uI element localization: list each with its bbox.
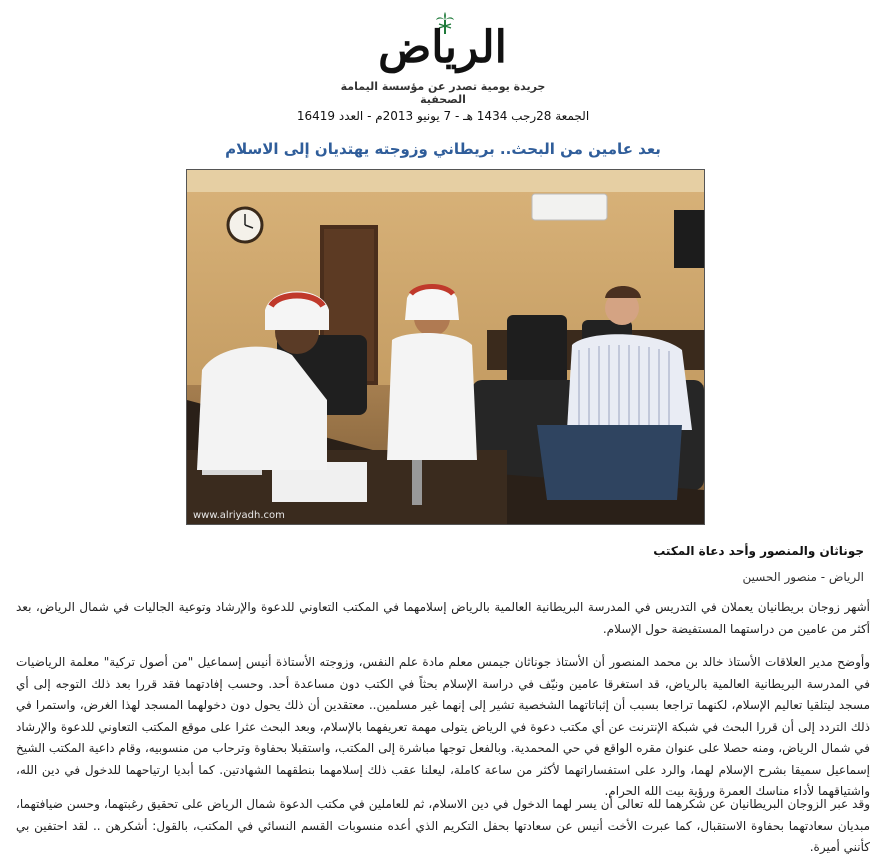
office-scene-illustration xyxy=(187,170,704,524)
article-paragraph: وأوضح مدير العلاقات الأستاذ خالد بن محمد المنصور أن الأستاذ جوناثان جيمس معلم مادة علم النفس، وزوجته الأستاذة أنيس إسماعيل "من أصول تركية" معلمة الرياضيات في المدرسة البريطانية العالمية بالرياض، قد استغرقا عامين ونيّف في دراسة الإسلام بحثاً في الكتب دون مساعدة أحد. وحسب إفادتهما فقد قررا بعد ذلك التوجه إلى أي مسجد ليتلقيا تعاليم الإسلام، لكنهما تراجعا بسبب أن إثباتاتهما الشخصية تشير إلى إنهما غير مسلمين.. معتقدين أن ذلك يحول دون دخولهما المسجد لهذا الغرض، واستمرا في ذلك التردد إلى أن قررا البحث في شبكة الإنترنت عن أي مكتب دعوة في الرياض يتولى مهمة تعريفهما بالإسلام، وبعد البحث عثرا على موقع المكتب التعاوني للدعوة والإرشاد في شمال الرياض، ومنه حصلا على عنوان مقره الواقع في حي المحمدية. وبالفعل توجها مباشرة إلى المكتب، واستقبلا بحفاوة وترحاب من منسوبيه، وقام داعية المكتب الشيخ إسماعيل سميقا بشرح الإسلام لهما، والرد على استفساراتهما لأكثر من ساعة كاملة، ليعلنا عقب ذلك إسلامهما بنطقهما الشهادتين. كما أبديا ارتياحهما للدخول في دين الله، واشتياقهما لأداء مناسك العمرة ورؤية بيت الله الحرام. xyxy=(16,655,870,798)
article-paragraph: أشهر زوجان بريطانيان يعملان في التدريس في المدرسة البريطانية العالمية بالرياض إسلامهما في المكتب التعاوني للدعوة والإرشاد وتوعية الجاليات في شمال الرياض، بعد أكثر من عامين من دراستهما المستفيضة حول الإسلام. xyxy=(16,600,870,636)
article-byline: الرياض - منصور الحسين xyxy=(742,570,864,584)
issue-dateline: الجمعة 28رجب 1434 هـ - 7 يونيو 2013م - العدد 16419 xyxy=(296,109,590,123)
masthead xyxy=(0,0,886,105)
photo-caption: جوناثان والمنصور وأحد دعاة المكتب xyxy=(653,544,864,558)
article-headline: بعد عامين من البحث.. بريطاني وزوجته يهتديان إلى الاسلام xyxy=(225,140,661,158)
photo-watermark: www.alriyadh.com xyxy=(193,510,285,521)
article-photo xyxy=(186,169,705,525)
article-paragraph: وقد عبر الزوجان البريطانيان عن شكرهما لله تعالى أن يسر لهما الدخول في دين الاسلام، ثم للعاملين في مكتب الدعوة شمال الرياض على تحقيق رغبتهما، وحسن ضيافتهما، مبديان سعادتهما بحفاوة الاستقبال، كما عبرت الأخت أنيس عن سعادتها بحفل التكريم الذي أعده منسوبات القسم النسائي في المكتب، بالقول: أشكرهن .. لقد احتفين بي كأنني أميرة. xyxy=(16,797,870,854)
newspaper-logo[interactable]: الرياض xyxy=(378,22,507,73)
newspaper-tagline: جريدة يومية تصدر عن مؤسسة اليمامة الصحفية xyxy=(340,80,546,106)
